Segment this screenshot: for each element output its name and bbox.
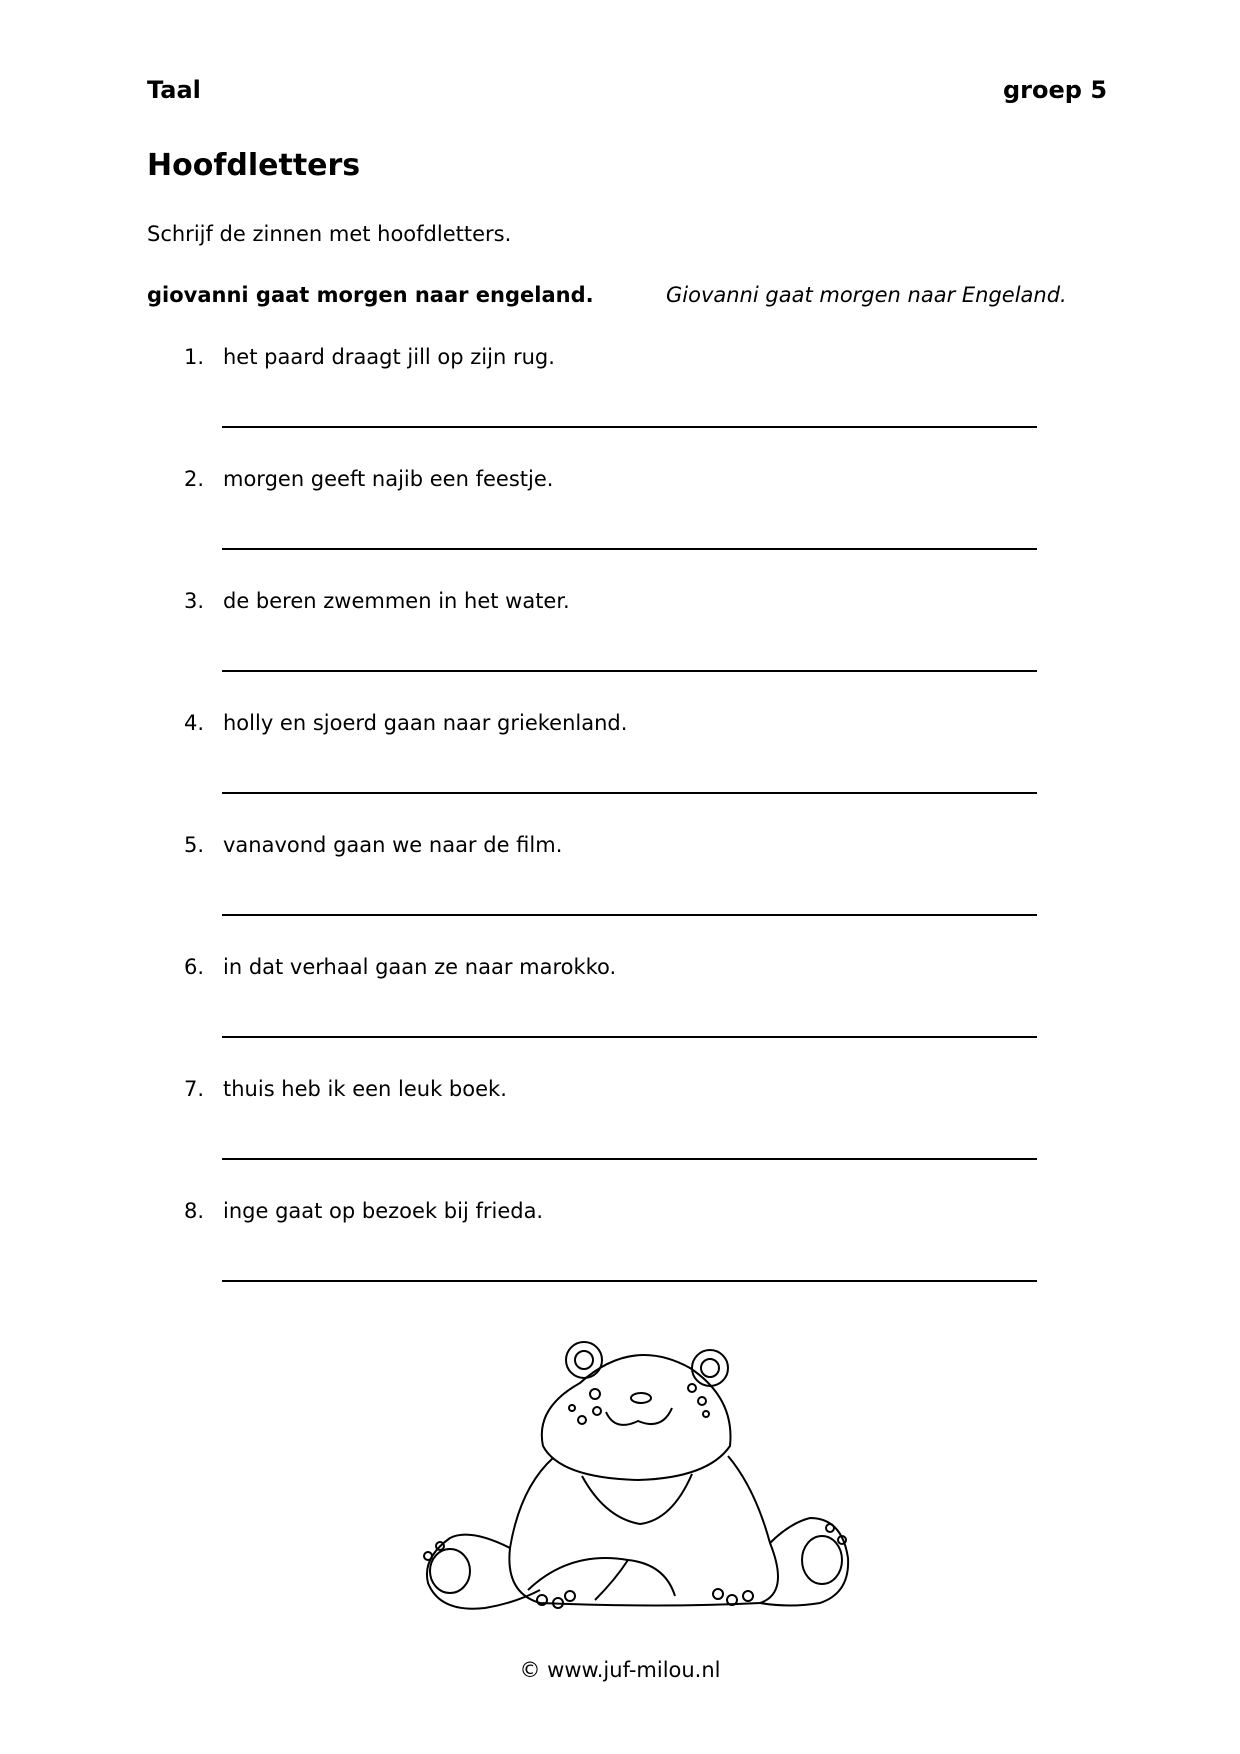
item-sentence: de beren zwemmen in het water. (223, 589, 570, 613)
page-title: Hoofdletters (147, 148, 361, 183)
item-number: 4. (184, 711, 205, 735)
item-sentence: inge gaat op bezoek bij frieda. (223, 1199, 544, 1223)
exercise-item-1 (0, 345, 1240, 467)
answer-line[interactable] (222, 1158, 1037, 1160)
item-sentence: thuis heb ik een leuk boek. (223, 1077, 507, 1101)
example-question: giovanni gaat morgen naar engeland. (147, 283, 594, 307)
item-sentence: het paard draagt jill op zijn rug. (223, 345, 555, 369)
item-number: 7. (184, 1077, 205, 1101)
exercise-item-6 (0, 955, 1240, 1077)
item-sentence: morgen geeft najib een feestje. (223, 467, 554, 491)
answer-line[interactable] (222, 792, 1037, 794)
exercise-item-7 (0, 1077, 1240, 1199)
answer-line[interactable] (222, 548, 1037, 550)
group-label: groep 5 (1003, 76, 1108, 104)
item-number: 2. (184, 467, 205, 491)
item-number: 5. (184, 833, 205, 857)
item-number: 8. (184, 1199, 205, 1223)
item-sentence: vanavond gaan we naar de film. (223, 833, 563, 857)
exercise-item-5 (0, 833, 1240, 955)
answer-line[interactable] (222, 426, 1037, 428)
exercise-item-2 (0, 467, 1240, 589)
example-answer: Giovanni gaat morgen naar Engeland. (666, 283, 1067, 307)
instruction-text: Schrijf de zinnen met hoofdletters. (147, 222, 512, 246)
item-sentence: holly en sjoerd gaan naar griekenland. (223, 711, 628, 735)
teddy-bear-icon (410, 1328, 880, 1618)
answer-line[interactable] (222, 914, 1037, 916)
exercise-item-3 (0, 589, 1240, 711)
subject-label: Taal (147, 76, 201, 104)
item-number: 1. (184, 345, 205, 369)
exercise-item-4 (0, 711, 1240, 833)
item-sentence: in dat verhaal gaan ze naar marokko. (223, 955, 617, 979)
answer-line[interactable] (222, 670, 1037, 672)
answer-line[interactable] (222, 1036, 1037, 1038)
item-number: 3. (184, 589, 205, 613)
exercise-item-8 (0, 1199, 1240, 1321)
answer-line[interactable] (222, 1280, 1037, 1282)
copyright-footer: © www.juf-milou.nl (519, 1658, 721, 1682)
item-number: 6. (184, 955, 205, 979)
